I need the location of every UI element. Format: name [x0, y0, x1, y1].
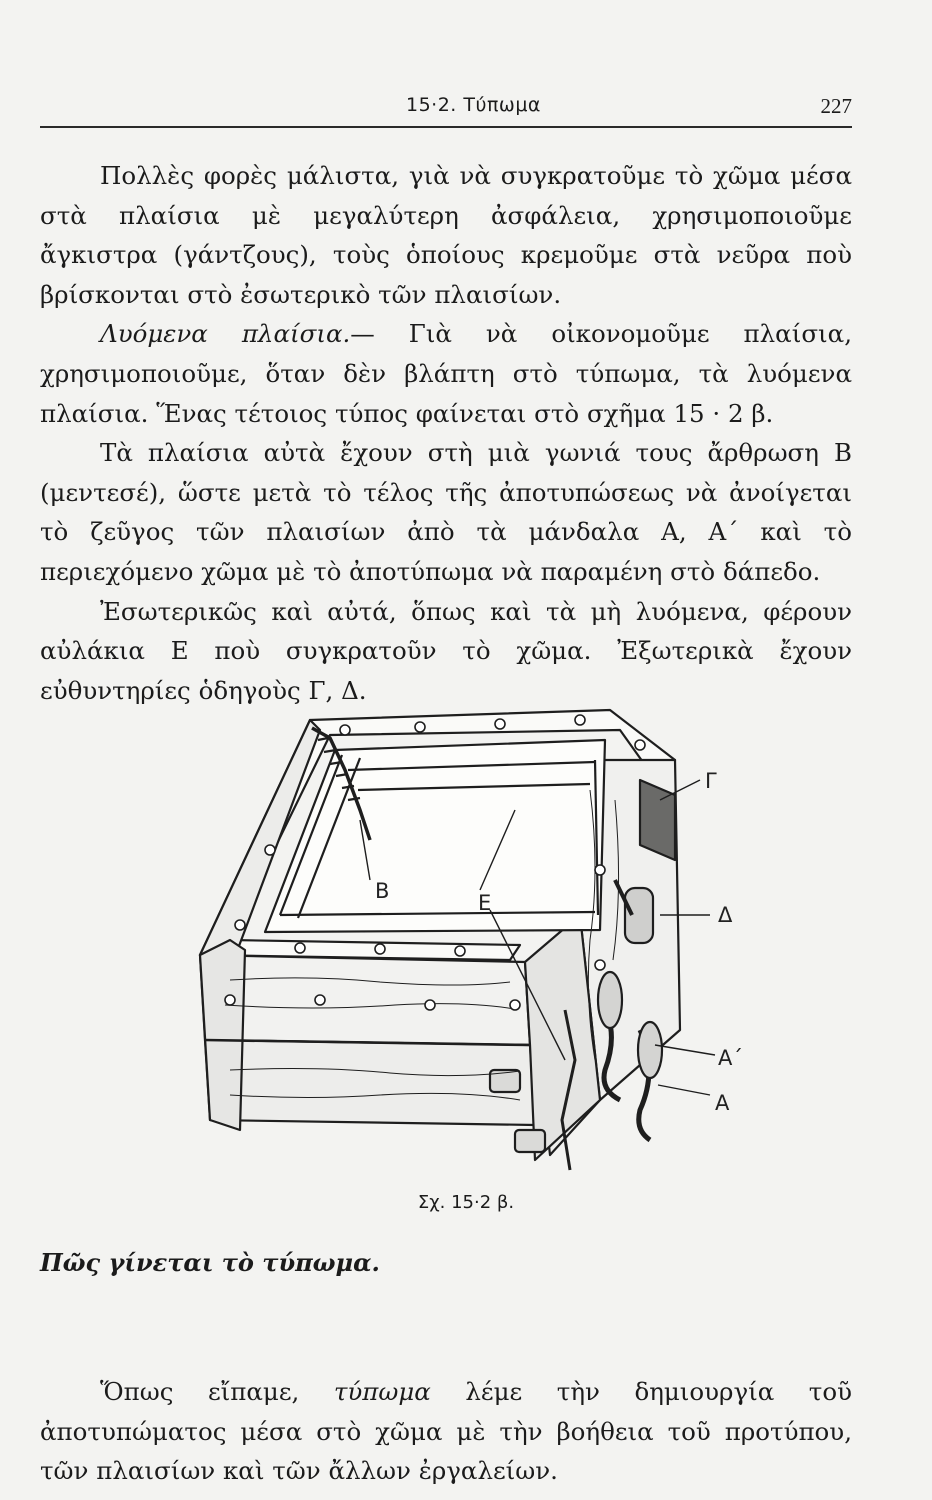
paragraph-split-frames-text: — Γιὰ νὰ οἰκονομοῦμε πλαίσια, χρησιμοποιοῦμε, ὅταν δὲν βλάπτη στὸ τύπωμα, τὰ λυόμενα πλαίσια. Ἕνας τέτοιος τύπος φαίνεται στὸ σχῆμα 15 · 2 β. [40, 319, 852, 428]
figure-caption: Σχ. 15·2 β. [417, 1192, 515, 1213]
label-guide-d: Δ [718, 903, 733, 927]
paragraph-hinge: Τὰ πλαίσια αὐτὰ ἔχουν στὴ μιὰ γωνιά τους ἄρθρωση Β (μεντεσέ), ὥστε μετὰ τὸ τέλος τῆς ἀποτυπώσεως νὰ ἀνοίγεται τὸ ζεῦγος τῶν πλαισίων ἀπὸ τὰ μάνδαλα Α, Α΄ καὶ τὸ περιεχόμενο χῶμα μὲ τὸ ἀποτύπωμα νὰ παραμένη στὸ δάπεδο. [40, 438, 852, 586]
running-header [40, 92, 852, 128]
paragraph-split-frames [40, 314, 852, 433]
label-groove-e: E [478, 891, 492, 915]
definition-rest: λέμε τὴν δημιουργία τοῦ ἀποτυπώματος μέσα στὸ χῶμα μὲ τὴν βοήθεια τοῦ προτύπου, τῶν πλαισίων καὶ τῶν ἄλλων ἐργαλείων. [40, 1377, 852, 1486]
definition-start: Ὅπως εἴπαμε, [100, 1377, 334, 1406]
section-heading: Πῶς γίνεται τὸ τύπωμα. [40, 1248, 380, 1277]
section-title: 15·2. Τύπωμα [406, 94, 541, 116]
paragraph-hooks: Πολλὲς φορὲς μάλιστα, γιὰ νὰ συγκρατοῦμε τὸ χῶμα μέσα στὰ πλαίσια μὲ μεγαλύτερη ἀσφάλεια, χρησιμοποιοῦμε ἄγκιστρα (γάντζους), τοὺς ὁποίους κρεμοῦμε στὰ νεῦρα ποὺ βρίσκονται στὸ ἐσωτερικὸ τῶν πλαισίων. [40, 161, 852, 309]
paragraph-definition [40, 1372, 852, 1491]
page-number: 227 [820, 94, 852, 118]
label-hinge-b: B [375, 879, 390, 903]
body-text [40, 156, 852, 710]
label-guide-g: Γ [705, 769, 717, 793]
label-latch-a: Α [715, 1091, 730, 1115]
paragraph-grooves: Ἐσωτερικῶς καὶ αὐτά, ὅπως καὶ τὰ μὴ λυόμενα, φέρουν αὐλάκια Ε ποὺ συγκρατοῦν τὸ χῶμα. Ἐξωτερικὰ ἔχουν εὐθυντηρίες ὁδηγοὺς Γ, Δ. [40, 596, 852, 705]
body-text-2 [40, 1372, 852, 1491]
run-in-heading: Λυόμενα πλαίσια. [100, 319, 351, 349]
figure-split-flask [170, 700, 770, 1190]
flask-illustration [170, 700, 770, 1190]
defined-term: τύπωμα [333, 1377, 431, 1406]
label-latch-a-prime: Α΄ [718, 1046, 743, 1070]
